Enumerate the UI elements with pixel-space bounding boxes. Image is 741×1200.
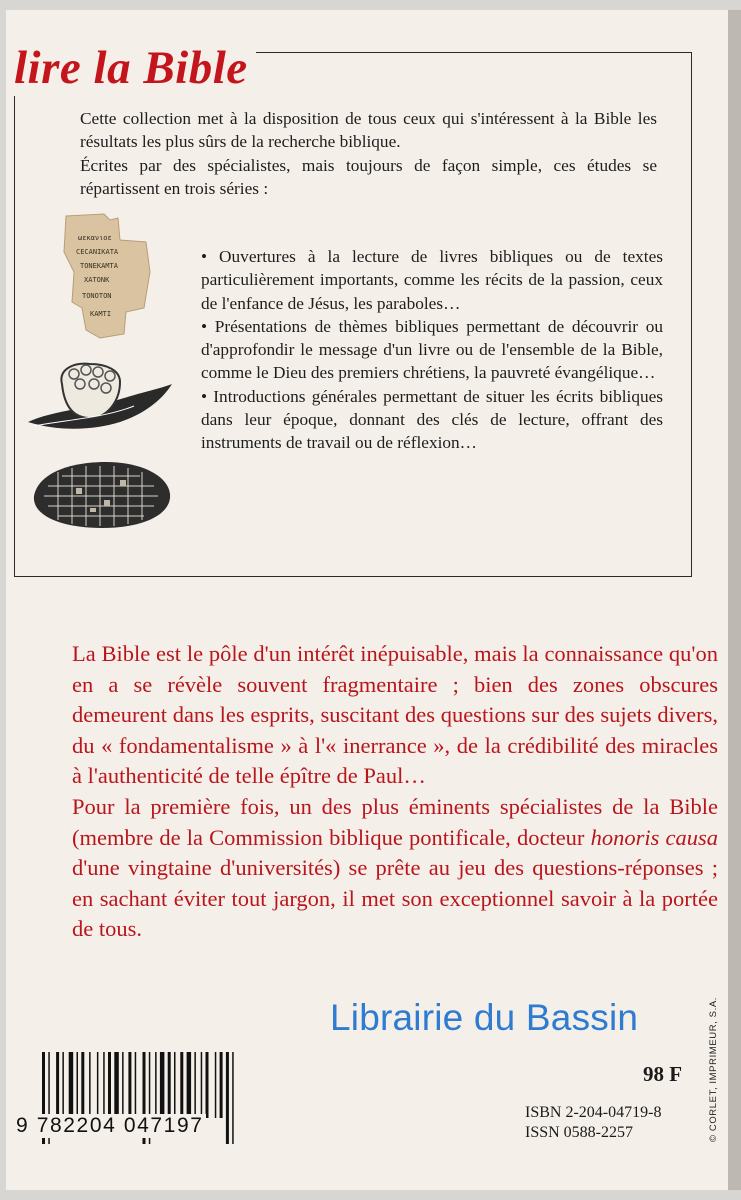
- barcode-bar: [206, 1052, 209, 1118]
- barcode-bar: [56, 1052, 59, 1118]
- svg-text:ΤΟΝΟΤΟΝ: ΤΟΝΟΤΟΝ: [82, 292, 112, 300]
- barcode-bar: [108, 1052, 111, 1118]
- intro-paragraph-1: Cette collection met à la disposition de tous ceux qui s'intéressent à la Bible les résultats les plus sûrs de la recherche biblique.: [80, 109, 657, 152]
- blurb-paragraph-1: La Bible est le pôle d'un intérêt inépuisable, mais la connaissance qu'on en a se révèle souvent fragmentaire ; bien des zones obscures demeurent dans les esprits, suscitant des questions sur des sujets divers, du « fondamentalisme » à l'« inerrance », de la crédibilité des miracles à l'authenticité de telle épître de Paul…: [72, 641, 718, 789]
- blurb-paragraph-2: [72, 792, 718, 945]
- barcode-bar: [160, 1052, 165, 1118]
- series-title: lire la Bible: [12, 40, 256, 96]
- barcode-bar: [81, 1052, 84, 1118]
- series-item-presentations: • Présentations de thèmes bibliques permettant de découvrir ou d'approfondir le message d'un livre ou de l'ensemble de la Bible, comme le Dieu des premiers chrétiens, la pauvreté évangélique…: [201, 316, 663, 383]
- barcode-bar: [62, 1052, 64, 1118]
- isbn: ISBN 2-204-04719-8: [525, 1104, 662, 1121]
- barcode-bar: [187, 1052, 192, 1118]
- barcode-bar: [232, 1052, 234, 1144]
- barcode-bar: [220, 1052, 223, 1118]
- barcode-bar: [135, 1052, 137, 1118]
- barcode-bar: [89, 1052, 91, 1118]
- collection-intro: [80, 107, 657, 200]
- barcode-bar: [174, 1052, 176, 1118]
- barcode-bar: [226, 1052, 229, 1144]
- svg-text:ωεκανιοε: ωεκανιοε: [78, 234, 112, 242]
- barcode-bar: [97, 1052, 99, 1118]
- series-item-openings: • Ouvertures à la lecture de livres bibliques ou de textes particulièrement importants, comme les récits de la passion, ceux de l'enfance de Jésus, les paraboles…: [201, 247, 663, 313]
- barcode-bar: [201, 1052, 203, 1118]
- cover-edge: [728, 10, 741, 1190]
- engraved-tablet-icon: [28, 456, 174, 532]
- book-blurb: [72, 639, 718, 945]
- copyright-icon: ©: [708, 1134, 719, 1142]
- bookshop-watermark: Librairie du Bassin: [330, 997, 639, 1038]
- barcode-bar: [128, 1052, 131, 1118]
- barcode-bar: [114, 1052, 119, 1118]
- barcode-bar: [122, 1052, 124, 1118]
- barcode-bar: [168, 1052, 171, 1118]
- price: 98 F: [643, 1062, 683, 1086]
- svg-text:ϹΕϹΑΝΙΚΑΤΑ: ϹΕϹΑΝΙΚΑΤΑ: [76, 248, 119, 256]
- barcode-bar: [180, 1052, 183, 1118]
- series-list: [201, 245, 663, 455]
- honoris-causa: honoris causa: [590, 824, 719, 850]
- printer-name: CORLET, IMPRIMEUR, S.A.: [708, 996, 719, 1132]
- blurb-paragraph-2-start: Pour la première fois, un des plus éminents spécialistes de la Bible (membre de la Commission biblique pontificale, docteur: [72, 793, 718, 850]
- svg-text:ΧΑΤΟΝΚ: ΧΑΤΟΝΚ: [84, 276, 110, 284]
- barcode-bar: [155, 1052, 157, 1118]
- barcode-number: 9 782204 047197: [16, 1114, 204, 1137]
- papyrus-fragment-icon: [60, 212, 156, 342]
- blurb-paragraph-2-end: d'une vingtaine d'universités) se prête au jeu des questions-réponses ; en sachant éviter tout jargon, il met son exceptionnel savoir à la portée de tous.: [72, 855, 718, 942]
- intro-paragraph-2: Écrites par des spécialistes, mais toujours de façon simple, ces études se répartissent en trois séries :: [80, 155, 657, 198]
- svg-text:ΚΑΜΤΙ: ΚΑΜΤΙ: [90, 310, 112, 318]
- series-item-introductions: • Introductions générales permettant de situer les écrits bibliques dans leur époque, donnant des clés de lecture, offrant des instruments de travail ou de réflexion…: [201, 386, 663, 453]
- barcode-bar: [103, 1052, 105, 1118]
- oil-lamp-icon: [24, 360, 176, 440]
- barcode-bar: [215, 1052, 217, 1118]
- printer-credit: [708, 997, 719, 1142]
- svg-text:ΤΟΝΕΚΑΜΤΑ: ΤΟΝΕΚΑΜΤΑ: [80, 262, 118, 270]
- barcode-bar: [194, 1052, 196, 1118]
- barcode-bar: [69, 1052, 74, 1118]
- issn: ISSN 0588-2257: [525, 1124, 634, 1141]
- barcode-bar: [77, 1052, 79, 1118]
